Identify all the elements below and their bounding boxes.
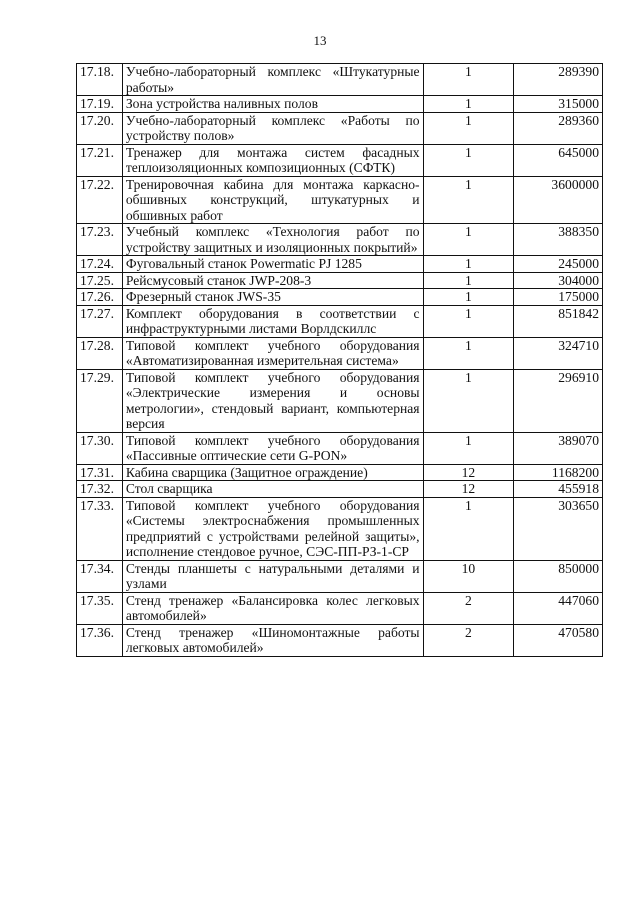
row-name: Тренировочная кабина для монтажа каркасно- обшивных конструкций, штукатурных и обшивных работ	[122, 176, 423, 224]
row-quantity: 12	[423, 464, 514, 481]
row-price: 289390	[514, 64, 603, 96]
row-number: 17.29.	[77, 369, 123, 432]
row-quantity: 1	[423, 224, 514, 256]
row-number: 17.34.	[77, 560, 123, 592]
row-quantity: 1	[423, 497, 514, 560]
row-price: 455918	[514, 481, 603, 498]
equipment-table	[76, 63, 603, 657]
row-number: 17.20.	[77, 112, 123, 144]
row-name: Типовой комплект учебного оборудования «Системы электроснабжения промышленных предприятий с устройствами релейной защиты», исполнение стендовое ручное, СЭС-ПП-РЗ-1-СР	[122, 497, 423, 560]
row-name: Стенд тренажер «Шиномонтажные работы легковых автомобилей»	[122, 624, 423, 656]
row-price: 296910	[514, 369, 603, 432]
equipment-table-body	[77, 64, 603, 657]
page-number: 13	[313, 33, 327, 48]
row-number: 17.33.	[77, 497, 123, 560]
row-name: Фуговальный станок Powermatic PJ 1285	[122, 256, 423, 273]
table-row	[77, 272, 603, 289]
row-quantity: 1	[423, 176, 514, 224]
row-name: Типовой комплект учебного оборудования «Электрические измерения и основы метрологии», стендовый вариант, компьютерная версия	[122, 369, 423, 432]
row-price: 289360	[514, 112, 603, 144]
row-number: 17.22.	[77, 176, 123, 224]
row-name: Типовой комплект учебного оборудования «Пассивные оптические сети G-PON»	[122, 432, 423, 464]
table-row	[77, 176, 603, 224]
table-row	[77, 560, 603, 592]
table-row	[77, 464, 603, 481]
row-number: 17.25.	[77, 272, 123, 289]
row-number: 17.30.	[77, 432, 123, 464]
row-name: Учебно-лабораторный комплекс «Работы по устройству полов»	[122, 112, 423, 144]
row-quantity: 1	[423, 272, 514, 289]
row-quantity: 1	[423, 305, 514, 337]
row-quantity: 1	[423, 369, 514, 432]
table-row	[77, 289, 603, 306]
row-price: 470580	[514, 624, 603, 656]
row-price: 1168200	[514, 464, 603, 481]
row-quantity: 10	[423, 560, 514, 592]
row-price: 315000	[514, 96, 603, 113]
table-row	[77, 224, 603, 256]
row-price: 304000	[514, 272, 603, 289]
row-price: 851842	[514, 305, 603, 337]
table-row	[77, 337, 603, 369]
row-price: 389070	[514, 432, 603, 464]
row-name: Учебный комплекс «Технология работ по устройству защитных и изоляционных покрытий»	[122, 224, 423, 256]
row-price: 447060	[514, 592, 603, 624]
row-quantity: 12	[423, 481, 514, 498]
row-number: 17.19.	[77, 96, 123, 113]
row-number: 17.28.	[77, 337, 123, 369]
row-name: Зона устройства наливных полов	[122, 96, 423, 113]
row-name: Комплект оборудования в соответствии с инфраструктурными листами Ворлдскиллс	[122, 305, 423, 337]
row-name: Кабина сварщика (Защитное ограждение)	[122, 464, 423, 481]
row-number: 17.36.	[77, 624, 123, 656]
table-row	[77, 96, 603, 113]
table-row	[77, 64, 603, 96]
table-row	[77, 592, 603, 624]
row-price: 245000	[514, 256, 603, 273]
row-price: 850000	[514, 560, 603, 592]
row-quantity: 1	[423, 96, 514, 113]
row-name: Стенд тренажер «Балансировка колес легковых автомобилей»	[122, 592, 423, 624]
table-row	[77, 144, 603, 176]
table-row	[77, 497, 603, 560]
row-name: Стол сварщика	[122, 481, 423, 498]
row-number: 17.18.	[77, 64, 123, 96]
row-price: 303650	[514, 497, 603, 560]
row-number: 17.35.	[77, 592, 123, 624]
table-row	[77, 112, 603, 144]
row-number: 17.21.	[77, 144, 123, 176]
row-number: 17.32.	[77, 481, 123, 498]
row-number: 17.31.	[77, 464, 123, 481]
table-row	[77, 432, 603, 464]
row-price: 175000	[514, 289, 603, 306]
row-quantity: 1	[423, 337, 514, 369]
table-row	[77, 624, 603, 656]
row-quantity: 1	[423, 64, 514, 96]
row-price: 388350	[514, 224, 603, 256]
row-number: 17.26.	[77, 289, 123, 306]
row-name: Фрезерный станок JWS-35	[122, 289, 423, 306]
table-row	[77, 481, 603, 498]
row-name: Стенды планшеты с натуральными деталями и узлами	[122, 560, 423, 592]
row-price: 324710	[514, 337, 603, 369]
row-number: 17.23.	[77, 224, 123, 256]
row-price: 645000	[514, 144, 603, 176]
row-quantity: 1	[423, 144, 514, 176]
row-quantity: 1	[423, 112, 514, 144]
row-number: 17.27.	[77, 305, 123, 337]
table-row	[77, 305, 603, 337]
row-quantity: 1	[423, 256, 514, 273]
table-row	[77, 369, 603, 432]
row-quantity: 2	[423, 592, 514, 624]
row-name: Типовой комплект учебного оборудования «Автоматизированная измерительная система»	[122, 337, 423, 369]
row-price: 3600000	[514, 176, 603, 224]
row-name: Рейсмусовый станок JWP-208-3	[122, 272, 423, 289]
row-name: Тренажер для монтажа систем фасадных теплоизоляционных композиционных (СФТК)	[122, 144, 423, 176]
row-quantity: 1	[423, 432, 514, 464]
row-name: Учебно-лабораторный комплекс «Штукатурные работы»	[122, 64, 423, 96]
row-number: 17.24.	[77, 256, 123, 273]
table-row	[77, 256, 603, 273]
row-quantity: 2	[423, 624, 514, 656]
row-quantity: 1	[423, 289, 514, 306]
